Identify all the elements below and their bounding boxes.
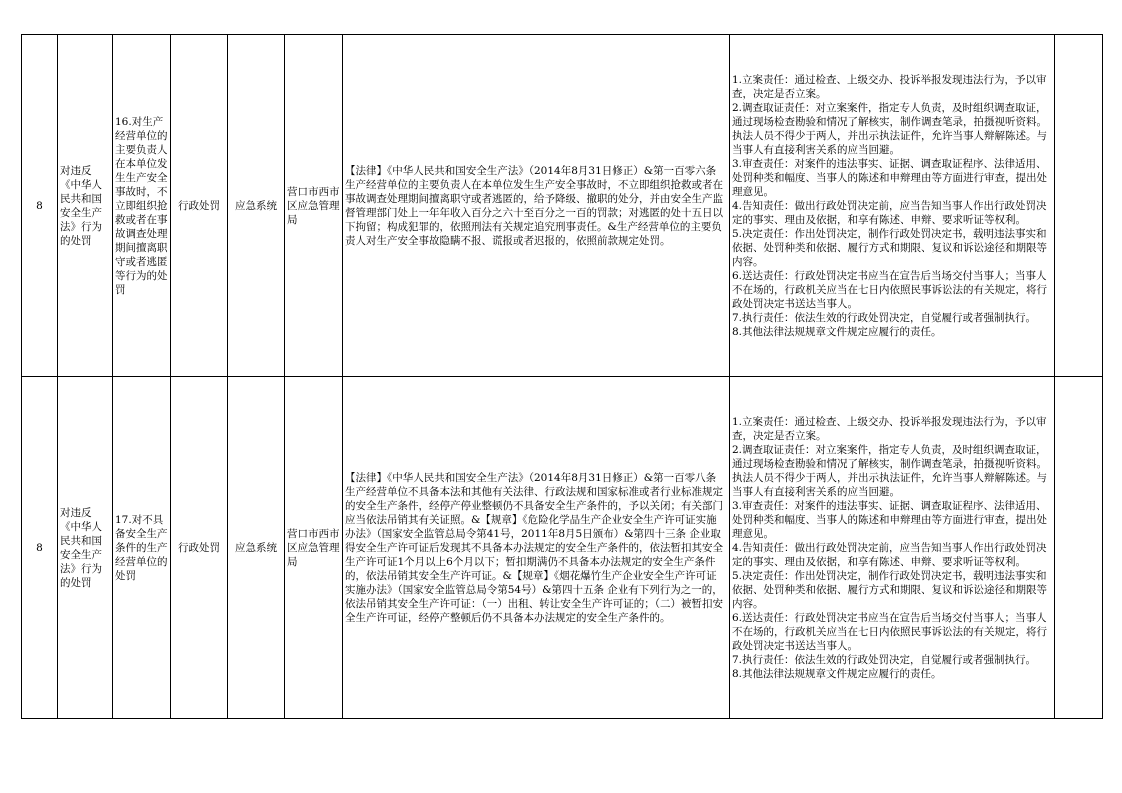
responsibility-item: 4.告知责任：做出行政处罚决定前，应当告知当事人作出行政处罚决定的事实、理由及依据，和享有陈述、申辩、要求听证等权利。 (732, 541, 1047, 568)
responsibility-item: 7.执行责任：依法生效的行政处罚决定，自觉履行或者强制执行。 (732, 653, 1037, 666)
responsibilities-cell (730, 377, 1055, 719)
responsibility-item: 4.告知责任：做出行政处罚决定前，应当告知当事人作出行政处罚决定的事实、理由及依据，和享有陈述、申辩、要求听证等权利。 (732, 199, 1047, 226)
responsibility-item: 2.调查取证责任：对立案案件，指定专人负责，及时组织调查取证，通过现场检查勘验和情况了解核实，制作调查笔录，拍摄视听资料。执法人员不得少于两人，并出示执法证件，允许当事人辩解陈述。与当事人有直接利害关系的应当回避。 (732, 101, 1047, 156)
responsibility-item: 8.其他法律法规规章文件规定应履行的责任。 (732, 325, 942, 338)
responsibility-item: 2.调查取证责任：对立案案件，指定专人负责，及时组织调查取证，通过现场检查勘验和情况了解核实，制作调查笔录，拍摄视听资料。执法人员不得少于两人，并出示执法证件，允许当事人辩解陈述。与当事人有直接利害关系的应当回避。 (732, 443, 1047, 498)
remark-cell (1055, 35, 1103, 377)
responsibility-item: 5.决定责任：作出处罚决定，制作行政处罚决定书，载明违法事实和依据、处罚种类和依据、履行方式和期限、复议和诉讼途径和期限等内容。 (732, 227, 1047, 268)
responsibility-item: 5.决定责任：作出处罚决定，制作行政处罚决定书，载明违法事实和依据、处罚种类和依据、履行方式和期限、复议和诉讼途径和期限等内容。 (732, 569, 1047, 610)
legal-basis-cell: 【法律】《中华人民共和国安全生产法》（2014年8月31日修正）&第一百零八条 生产经营单位不具备本法和其他有关法律、行政法规和国家标准或者行业标准规定的安全生产条件，经停产停业整顿仍不具备安全生产条件的，予以关闭；有关部门应当依法吊销其有关证照。&【规章】《危险化学品生产企业安全生产许可证实施办法》（国家安全监管总局令第41号，2011年8月5日颁布）&第四十三条 企业取得安全生产许可证后发现其不具备本办法规定的安全生产条件的，依法暂扣其安全生产许可证1个月以上6个月以下；暂扣期满仍不具备本办法规定的安全生产条件的，依法吊销其安全生产许可证。&【规章】《烟花爆竹生产企业安全生产许可证实施办法》（国家安全监管总局令第54号）&第四十五条 企业有下列行为之一的，依法吊销其安全生产许可证：（一）出租、转让安全生产许可证的；（二）被暂扣安全生产许可证，经停产整顿后仍不具备本办法规定的安全生产条件的。 (343, 377, 730, 719)
sub-item-cell: 17.对不具备安全生产条件的生产经营单位的处罚 (113, 377, 171, 719)
agency-cell: 营口市西市区应急管理局 (285, 377, 343, 719)
category-cell: 行政处罚 (171, 35, 228, 377)
legal-basis-cell: 【法律】《中华人民共和国安全生产法》（2014年8月31日修正）&第一百零六条 生产经营单位的主要负责人在本单位发生生产安全事故时，不立即组织抢救或者在事故调查处理期间擅离职守或者逃匿的，给予降级、撤职的处分，并由安全生产监督管理部门处上一年年收入百分之六十至百分之一百的罚款；对逃匿的处十五日以下拘留；构成犯罪的，依照刑法有关规定追究刑事责任。&生产经营单位的主要负责人对生产安全事故隐瞒不报、谎报或者迟报的，依照前款规定处罚。 (343, 35, 730, 377)
table-row (22, 35, 1103, 377)
responsibility-item: 6.送达责任：行政处罚决定书应当在宣告后当场交付当事人；当事人不在场的，行政机关应当在七日内依照民事诉讼法的有关规定，将行政处罚决定书送达当事人。 (732, 269, 1047, 310)
seq-cell: 8 (22, 377, 58, 719)
authority-table (21, 34, 1103, 719)
responsibilities-cell (730, 35, 1055, 377)
table-row (22, 377, 1103, 719)
responsibility-item: 7.执行责任：依法生效的行政处罚决定，自觉履行或者强制执行。 (732, 311, 1037, 324)
responsibility-item: 3.审查责任：对案件的违法事实、证据、调查取证程序、法律适用、处罚种类和幅度、当事人的陈述和申辩理由等方面进行审查，提出处理意见。 (732, 499, 1047, 540)
remark-cell (1055, 377, 1103, 719)
responsibility-item: 1.立案责任：通过检查、上级交办、投诉举报发现违法行为，予以审查，决定是否立案。 (732, 415, 1047, 442)
item-name-cell: 对违反《中华人民共和国安全生产法》行为的处罚 (58, 377, 113, 719)
seq-cell: 8 (22, 35, 58, 377)
responsibility-item: 8.其他法律法规规章文件规定应履行的责任。 (732, 667, 942, 680)
responsibility-item: 3.审查责任：对案件的违法事实、证据、调查取证程序、法律适用、处罚种类和幅度、当事人的陈述和申辩理由等方面进行审查，提出处理意见。 (732, 157, 1047, 198)
responsibility-item: 1.立案责任：通过检查、上级交办、投诉举报发现违法行为，予以审查，决定是否立案。 (732, 73, 1047, 100)
sub-item-cell: 16.对生产经营单位的主要负责人在本单位发生生产安全事故时，不立即组织抢救或者在事故调查处理期间擅离职守或者逃匿等行为的处罚 (113, 35, 171, 377)
item-name-cell: 对违反《中华人民共和国安全生产法》行为的处罚 (58, 35, 113, 377)
category-cell: 行政处罚 (171, 377, 228, 719)
system-cell: 应急系统 (228, 377, 285, 719)
system-cell: 应急系统 (228, 35, 285, 377)
agency-cell: 营口市西市区应急管理局 (285, 35, 343, 377)
responsibility-item: 6.送达责任：行政处罚决定书应当在宣告后当场交付当事人；当事人不在场的，行政机关应当在七日内依照民事诉讼法的有关规定，将行政处罚决定书送达当事人。 (732, 611, 1047, 652)
